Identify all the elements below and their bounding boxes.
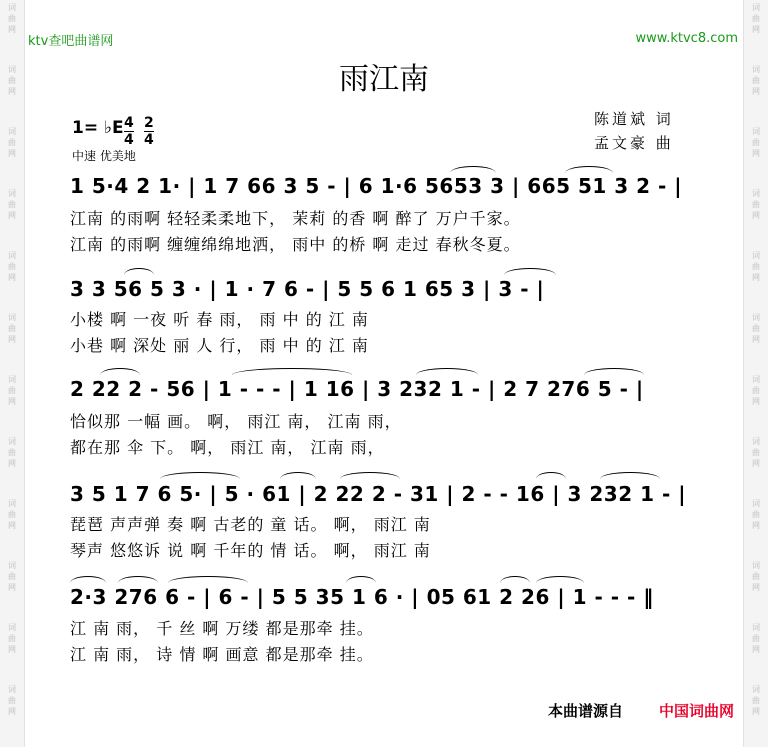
slur [280, 472, 316, 479]
lyric-line-4a: 琵琶 声声弹 奏 啊 古老的 童 话。 啊， 雨江 南 [70, 515, 431, 534]
watermark-text: 词 曲 网 [8, 251, 16, 282]
slur [565, 166, 613, 173]
notation-line-4: 3 5 1 7 6 5· | 5 · 61 | 2 22 2 - 31 | 2 - - 16 | 3 232 1 - | [70, 482, 687, 506]
watermark-text: 词 曲 网 [8, 685, 16, 716]
watermark-text: 词 曲 网 [8, 499, 16, 530]
site-name-left[interactable]: ktv查吧曲谱网 [28, 34, 114, 49]
watermark-text: 词 曲 网 [752, 561, 760, 592]
lyric-line-1b: 江南 的雨啊 缠缠绵绵地洒， 雨中 的桥 啊 走过 春秋冬夏。 [70, 235, 521, 254]
lyricist-credit: 陈道斌 词 [594, 110, 674, 128]
lyric-line-2b: 小巷 啊 深处 丽 人 行， 雨 中 的 江 南 [70, 336, 369, 355]
slur [70, 576, 106, 583]
watermark-text: 词 曲 网 [752, 251, 760, 282]
notation-line-5: 2·3 276 6 - | 6 - | 5 5 35 1 6 · | 05 61 2 26 | 1 - - - ‖ [70, 585, 654, 609]
slur [168, 576, 248, 583]
slur [346, 576, 376, 583]
watermark-text: 词 曲 网 [752, 499, 760, 530]
slur [504, 268, 556, 275]
slur [160, 472, 240, 479]
watermark-text: 词 曲 网 [752, 313, 760, 344]
time-signature-4-4: 4 4 [124, 115, 134, 148]
watermark-text: 词 曲 网 [752, 437, 760, 468]
watermark-text: 词 曲 网 [8, 561, 16, 592]
right-watermark-strip [743, 0, 768, 747]
slur [100, 368, 140, 375]
slur [536, 576, 584, 583]
watermark-text: 词 曲 网 [752, 189, 760, 220]
watermark-text: 词 曲 网 [8, 313, 16, 344]
watermark-text: 词 曲 网 [8, 127, 16, 158]
lyric-line-3a: 恰似那 一幅 画。 啊， 雨江 南， 江南 雨， [70, 412, 402, 431]
watermark-text: 词 曲 网 [8, 189, 16, 220]
watermark-text: 词 曲 网 [8, 65, 16, 96]
source-brand-link[interactable]: 中国词曲网 [658, 702, 734, 720]
tempo-marking: 中速 优美地 [72, 149, 136, 163]
lyric-line-1a: 江南 的雨啊 轻轻柔柔地下， 茉莉 的香 啊 醉了 万户千家。 [70, 209, 521, 228]
site-url-right[interactable]: www.ktvc8.com [635, 31, 738, 46]
slur [340, 472, 400, 479]
watermark-text: 词 曲 网 [752, 623, 760, 654]
source-label: 本曲谱源自 [547, 702, 623, 720]
watermark-text: 词 曲 网 [752, 685, 760, 716]
lyric-line-3b: 都在那 伞 下。 啊， 雨江 南， 江南 雨， [70, 438, 385, 457]
slur [124, 268, 154, 275]
watermark-text: 词 曲 网 [752, 375, 760, 406]
slur [416, 368, 478, 375]
slur [536, 472, 566, 479]
key-signature: 1= ♭E [72, 118, 124, 138]
lyric-line-5b: 江 南 雨， 诗 情 啊 画意 都是那牵 挂。 [70, 645, 374, 664]
song-title: 雨江南 [339, 62, 429, 97]
watermark-text: 词 曲 网 [752, 127, 760, 158]
lyric-line-2a: 小楼 啊 一夜 听 春 雨， 雨 中 的 江 南 [70, 310, 369, 329]
slur [450, 166, 496, 173]
watermark-text: 词 曲 网 [8, 623, 16, 654]
slur [584, 368, 644, 375]
lyric-line-5a: 江 南 雨， 千 丝 啊 万缕 都是那牵 挂。 [70, 619, 374, 638]
watermark-text: 词 曲 网 [8, 437, 16, 468]
watermark-text: 词 曲 网 [8, 3, 16, 34]
lyric-line-4b: 琴声 悠悠诉 说 啊 千年的 情 话。 啊， 雨江 南 [70, 541, 431, 560]
slur [232, 368, 352, 375]
watermark-text: 词 曲 网 [8, 375, 16, 406]
composer-credit: 孟文豪 曲 [594, 134, 674, 152]
slur [500, 576, 530, 583]
slur [118, 576, 158, 583]
time-signature-2-4: 2 4 [144, 115, 154, 148]
watermark-text: 词 曲 网 [752, 3, 760, 34]
notation-line-2: 3 3 56 5 3 · | 1 · 7 6 - | 5 5 6 1 65 3 | 3 - | [70, 277, 545, 301]
notation-line-3: 2 22 2 - 56 | 1 - - - | 1 16 | 3 232 1 - | 2 7 276 5 - | [70, 377, 644, 401]
left-watermark-strip [0, 0, 25, 747]
watermark-text: 词 曲 网 [752, 65, 760, 96]
notation-line-1: 1 5·4 2 1· | 1 7 66 3 5 - | 6 1·6 5653 3 | 665 51 3 2 - | [70, 174, 683, 198]
slur [600, 472, 660, 479]
